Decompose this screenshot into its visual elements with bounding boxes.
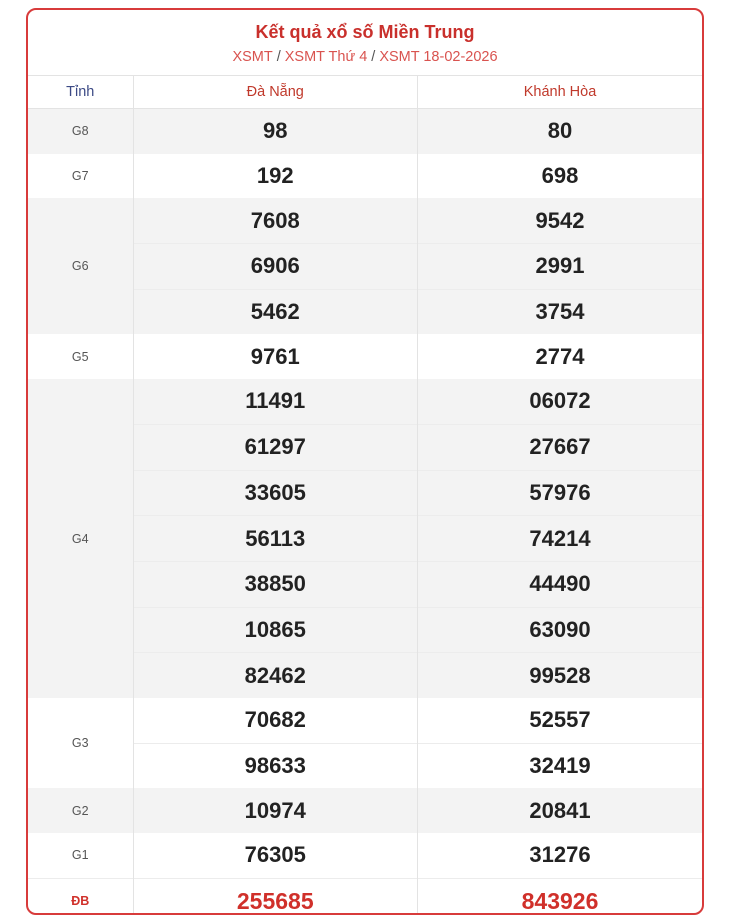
da-nang-result: 7608 [133, 198, 418, 243]
da-nang-column-header[interactable]: Đà Nẵng [133, 76, 418, 109]
table-row [28, 154, 702, 199]
khanh-hoa-result: 20841 [418, 788, 703, 833]
lottery-results-card [26, 8, 704, 915]
prize-label: G6 [28, 198, 133, 334]
khanh-hoa-result: 44490 [418, 561, 703, 607]
da-nang-result: 5462 [133, 289, 418, 334]
breadcrumb [28, 48, 702, 66]
da-nang-result: 192 [133, 154, 418, 199]
da-nang-result: 98 [133, 109, 418, 154]
khanh-hoa-result: 3754 [418, 289, 703, 334]
da-nang-result: 255685 [133, 878, 418, 915]
khanh-hoa-result: 843926 [418, 878, 703, 915]
prize-label: G2 [28, 788, 133, 833]
prize-label: G5 [28, 334, 133, 379]
breadcrumb-separator: / [371, 49, 376, 65]
da-nang-result: 70682 [133, 698, 418, 743]
khanh-hoa-result: 74214 [418, 516, 703, 562]
table-row [28, 379, 702, 424]
table-row [28, 198, 702, 243]
table-row [28, 833, 702, 878]
breadcrumb-xsmt-weekday[interactable]: XSMT Thứ 4 [284, 49, 368, 65]
khanh-hoa-result: 32419 [418, 743, 703, 788]
table-header-row [28, 76, 702, 109]
breadcrumb-xsmt-date[interactable]: XSMT 18-02-2026 [379, 49, 498, 65]
khanh-hoa-result: 698 [541, 163, 579, 189]
da-nang-result: 9761 [133, 334, 418, 379]
da-nang-result: 76305 [133, 833, 418, 878]
khanh-hoa-result: 57976 [418, 470, 703, 516]
khanh-hoa-result: 27667 [418, 424, 703, 470]
results-body [28, 109, 702, 916]
khanh-hoa-result: 63090 [418, 607, 703, 653]
khanh-hoa-column-header[interactable]: Khánh Hòa [418, 76, 703, 109]
results-header [28, 10, 702, 76]
prize-label: G7 [28, 154, 133, 199]
khanh-hoa-result: 99528 [418, 653, 703, 698]
page-title: Kết quả xổ số Miền Trung [255, 22, 475, 42]
da-nang-result: 38850 [133, 561, 418, 607]
prize-label: G3 [28, 698, 133, 788]
da-nang-result: 10974 [133, 788, 418, 833]
da-nang-result: 61297 [133, 424, 418, 470]
table-row [28, 109, 702, 154]
khanh-hoa-result: 80 [418, 109, 703, 154]
khanh-hoa-result: 9542 [418, 198, 703, 243]
khanh-hoa-result: 06072 [418, 379, 703, 424]
province-column-header: Tỉnh [28, 76, 133, 109]
prize-label: ĐB [28, 878, 133, 915]
da-nang-result: 82462 [133, 653, 418, 698]
khanh-hoa-result: 31276 [529, 842, 591, 868]
prize-label: G1 [28, 833, 133, 878]
da-nang-result: 6906 [133, 244, 418, 290]
khanh-hoa-result: 2774 [535, 343, 585, 369]
da-nang-result: 98633 [133, 743, 418, 788]
prize-label: G4 [28, 379, 133, 698]
da-nang-result: 10865 [133, 607, 418, 653]
da-nang-result: 56113 [133, 516, 418, 562]
table-row [28, 698, 702, 743]
table-row [28, 878, 702, 915]
prize-label: G8 [28, 109, 133, 154]
khanh-hoa-result: 52557 [529, 707, 591, 733]
table-row [28, 334, 702, 379]
breadcrumb-xsmt[interactable]: XSMT [232, 49, 273, 65]
results-table [28, 76, 702, 915]
table-row [28, 788, 702, 833]
breadcrumb-separator: / [276, 49, 281, 65]
da-nang-result: 33605 [133, 470, 418, 516]
da-nang-result: 11491 [133, 379, 418, 424]
khanh-hoa-result: 2991 [418, 244, 703, 290]
